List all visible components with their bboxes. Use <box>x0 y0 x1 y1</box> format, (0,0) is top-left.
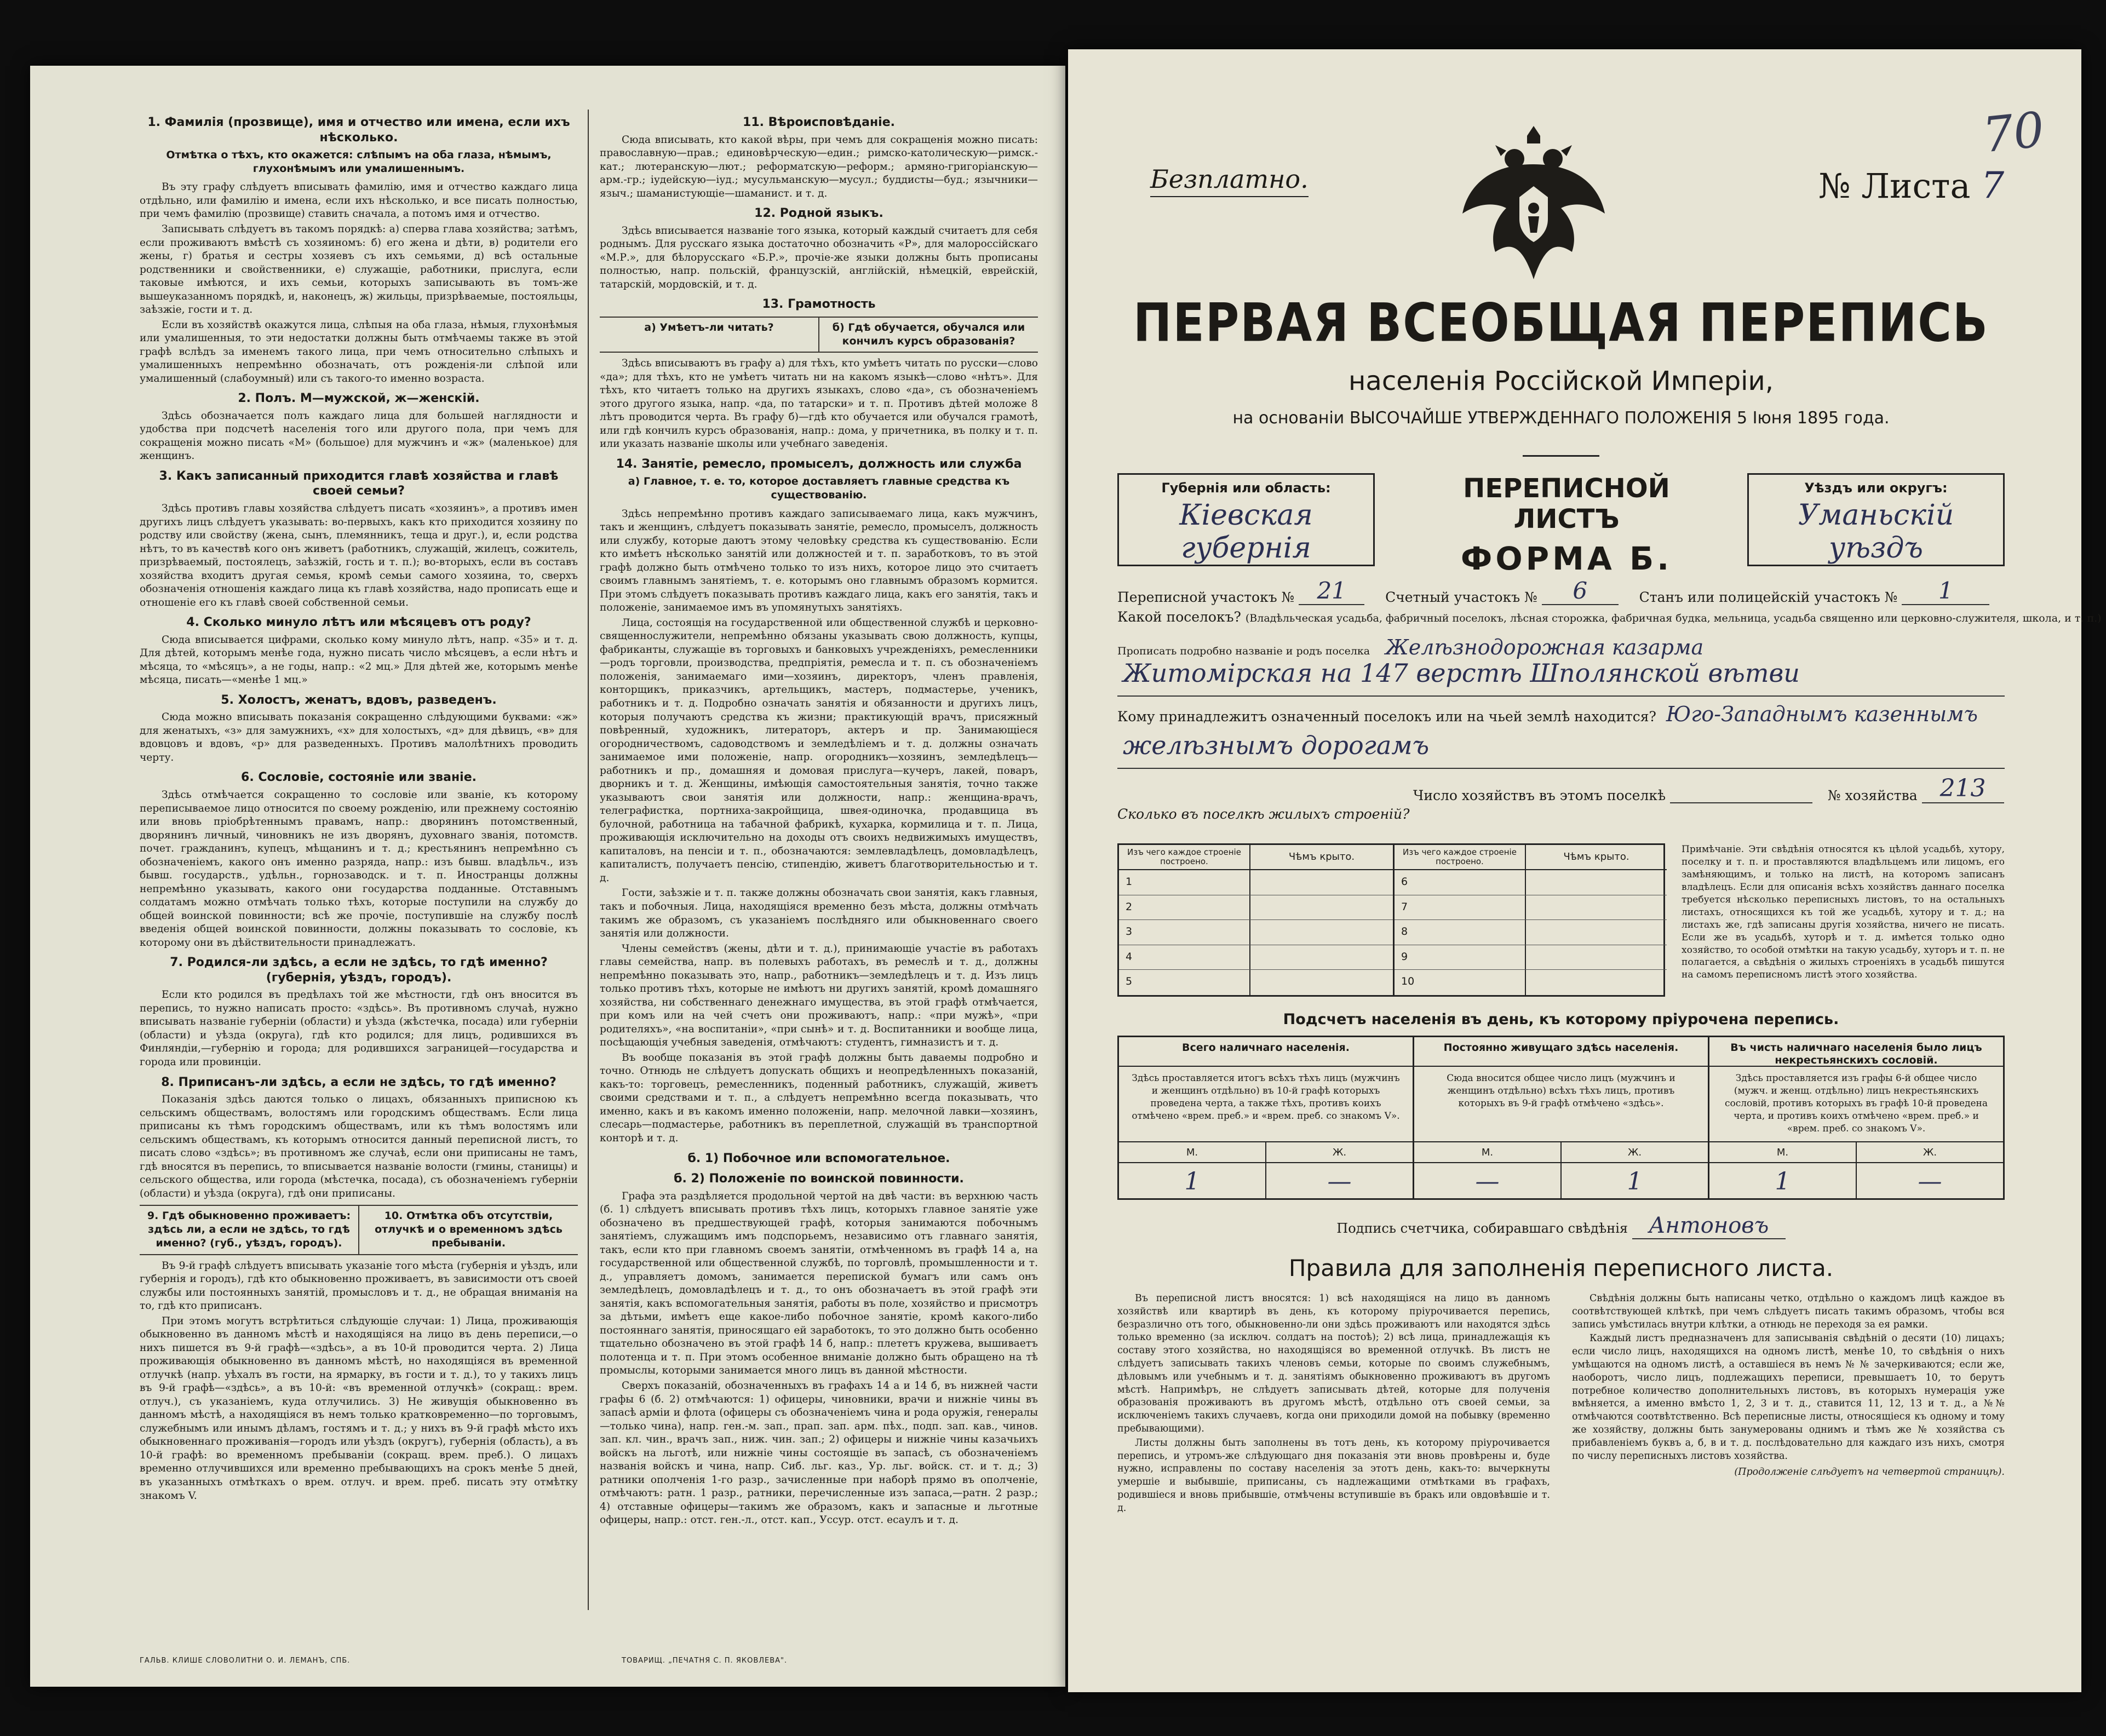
divider <box>1523 455 1599 457</box>
settlement-field[interactable]: Желѣзнодорожная казарма <box>1385 635 1704 659</box>
instruction-paragraph: Здѣсь непремѣнно противъ каждаго записываемаго лица, какъ мужчинъ, такъ и женщинъ, слѣдуетъ показывать занятіе, ремесло, промыселъ, должность или службу, которые даютъ этому человѣку средства къ существованію. Если кто имѣетъ нѣсколько занятій или должностей и т. п. заработковъ, то въ этой графѣ должно быть отмѣчено только то изъ нихъ, которое лицо это считаетъ своимъ главнымъ занятіемъ, т. е. которымъ оно главнымъ образомъ кормится. При этомъ слѣдуетъ показывать противъ каждаго лица, какъ его занятія, такъ и положеніе, занимаемое имъ въ упомянутыхъ занятіяхъ. <box>600 508 1038 614</box>
female-header: Ж. <box>1265 1142 1413 1162</box>
rules-column-right <box>1572 1292 2005 1516</box>
sex-header-row <box>1414 1142 1708 1163</box>
building-roof-cell[interactable] <box>1250 895 1393 920</box>
instruction-paragraph: При этомъ могутъ встрѣтиться слѣдующіе случаи: 1) Лица, проживающія обыкновенно въ данномъ мѣстѣ и находящіяся на лицо въ день переписи,—о нихъ пишется въ 9-й графѣ—«здѣсь», а въ 10-й проводится черта. 2) Лица проживающія обыкновенно въ данномъ мѣстѣ, но находящіяся въ временной отлучкѣ (напр. уѣхалъ въ гости, на ярмарку, въ гости и т. д.), то у такихъ лицъ въ 9-й графѣ—«здѣсь», а въ 10-й: «въ временной отлучкѣ» (сокращ.: врем. отлуч.), съ указаніемъ, куда отлучились. 3) Не живущія обыкновенно въ данномъ мѣстѣ, а находящіяся въ немъ только кратковременно—по торговымъ, служебнымъ или инымъ дѣламъ, гостямъ и т. д.; у нихъ въ 9-й графѣ мѣсто ихъ обыкновеннаго проживанія—городъ или уѣздъ (округъ), губернія (область), а въ 10-й графѣ: во временномъ пребываніи (сокращ. врем. преб.). О лицахъ временно отлучившихся или временно пребывающихъ на срокъ менѣе 5 дней, въ указанныхъ отмѣткахъ о врем. отлуч. и врем. преб. писать эту отмѣтку знакомъ V. <box>140 1315 578 1502</box>
building-roof-cell[interactable] <box>1250 945 1393 970</box>
building-row-number: 7 <box>1401 900 1408 913</box>
province-box <box>1117 473 1375 566</box>
instruction-paragraph: Въ эту графу слѣдуетъ вписывать фамилію, имя и отчество каждаго лица отдѣльно, или фамилію и имена, если ихъ нѣсколько, и все писать полностью, при чемъ фамилію (прозвище) ставить сначала, а потомъ имя и отчество. <box>140 181 578 220</box>
buildings-note: Примѣчаніе. Эти свѣдѣнія относятся къ цѣлой усадьбѣ, хутору, поселку и т. п. и проставляются владѣльцемъ или лицомъ, его замѣняющимъ, и только на листѣ, на которомъ записанъ владѣлецъ. Если для описанія всѣхъ хозяйствъ даннаго поселка требуется нѣсколько переписныхъ листовъ, то на остальныхъ листахъ, относящихся къ той же усадьбѣ, хутору и т. д.; на листахъ же, гдѣ записаны другія хозяйства, ничего не писать. Если же въ усадьбѣ, хуторѣ и т. д. имѣется только одно хозяйство, то особой отмѣтки на такую усадьбу, хуторъ и т. п. не полагается, а свѣдѣнія о жилыхъ строеніяхъ в усадьбѣ пишутся на самомъ переписномъ листѣ этого хозяйства. <box>1682 844 2005 981</box>
instruction-paragraph: Записывать слѣдуетъ въ такомъ порядкѣ: а) сперва глава хозяйства; затѣмъ, если проживаютъ вмѣстѣ съ хозяиномъ: б) его жена и дѣти, в) родители его жены, г) братья и сестры хозяевъ съ ихъ семьями, д) всѣ остальные родственники и свойственники, е) служащіе, работники, прислуга, если таковые имѣются, и ихъ семьи, которыхъ записывають въ томъ-же вышеуказанномъ порядкѣ, и, наконецъ, ж) жильцы, призрѣваемые, постояльцы, заѣзжіе, гости и т. д. <box>140 223 578 316</box>
sex-header-row <box>1709 1142 2003 1163</box>
form-legal-basis: на основаніи ВЫСОЧАЙШЕ УТВЕРЖДЕННАГО ПОЛОЖЕНІЯ 5 Іюня 1895 года. <box>1232 409 1890 428</box>
instruction-paragraph: Здѣсь обозначается полъ каждаго лица для большей наглядности и удобства при подсчетѣ населенія того или другого пола, при чемъ для сокращенія можно писать «М» (большое) для мужчинъ и «ж» (маленькое) для женщинъ. <box>140 410 578 462</box>
building-roof-cell[interactable] <box>1250 920 1393 945</box>
instruction-paragraph: Здѣсь противъ главы хозяйства слѣдуетъ писать «хозяинъ», а противъ имен другихъ лицъ слѣдуетъ указывать: во-первыхъ, какъ кто приходится хозяину по родству или свойству (жена, сынъ, племянникъ, теща и друг.), и, если родства нѣтъ, то въ качествѣ кого онъ живетъ (работникъ, служащій, жилецъ, сожитель, призрѣваемый, постоялецъ, заѣзжій, гость и т. п.); во-вторыхъ, если въ составъ хозяйства входитъ другая семья, кромѣ семьи самого хозяина, то, сверхъ обозначенія отношенія каждаго лица къ главѣ хозяйства, надо прописать еще и отношеніе его къ главѣ своей собственной семьи. <box>140 502 578 608</box>
sheet-number <box>1818 164 2004 206</box>
buildings-section <box>1117 843 2005 997</box>
free-of-charge-label: Безплатно. <box>1150 164 1309 194</box>
buildings-table-header <box>1395 845 1667 870</box>
building-row-number: 8 <box>1401 926 1408 938</box>
heading-13b: б) Гдѣ обучается, обучался или кончилъ курсъ образованія? <box>818 318 1038 352</box>
printer-imprint-right: ТОВАРИЩ. „ПЕЧАТНЯ С. П. ЯКОВЛЕВА". <box>622 1657 788 1665</box>
count-column-description: Здѣсь проставляется итогъ всѣхъ тѣхъ лицъ (мужчинъ и женщинъ отдѣльно) въ 10-й графѣ которыхъ проведена черта, а также тѣхъ, противъ коихъ отмѣчено «врем. преб.» и «врем. преб. со знакомъ V». <box>1119 1067 1413 1142</box>
households-count-field[interactable] <box>1670 802 1812 803</box>
instruction-paragraph: Въ 9-й графѣ слѣдуетъ вписывать указаніе того мѣста (губернія и уѣздъ, или губернія и городъ), гдѣ кто обыкновенно проживаетъ, въ зависимости отъ своей службы или постоянныхъ занятій, промысловъ и т. д., не обращая вниманія на то, гдѣ кто приписанъ. <box>140 1260 578 1312</box>
households-count-label: Число хозяйствъ въ этомъ поселкѣ <box>1413 787 1666 803</box>
count-column-description: Сюда вносится общее число лицъ (мужчинъ и женщинъ отдѣльно) всѣхъ тѣхъ лицъ, противъ которыхъ въ 9-й графѣ отмѣчено «здѣсь». <box>1414 1067 1708 1142</box>
instructions-columns <box>140 110 1038 1621</box>
population-count-column <box>1708 1037 2003 1198</box>
section-heading: 14. Занятіе, ремесло, промыселъ, должность или служба <box>616 457 1022 471</box>
form-subtitle: населенія Россійской Имперіи, <box>1348 366 1774 396</box>
roof-column-header: Чѣмъ крыто. <box>1563 850 1629 863</box>
section-subheading: Отмѣтка о тѣхъ, кто окажется: слѣпымъ на оба глаза, нѣмымъ, глухонѣмымъ или умалишеннымъ. <box>166 149 552 175</box>
rules-section <box>1117 1292 2005 1516</box>
male-header: М. <box>1186 1147 1198 1158</box>
right-page <box>1068 49 2102 1692</box>
population-count-title: Подсчетъ населенія въ день, къ которому пріурочена перепись. <box>1283 1011 1839 1028</box>
male-header: М. <box>1481 1147 1494 1158</box>
building-row-number: 6 <box>1401 876 1408 888</box>
rule-paragraph: Каждый листъ предназначенъ для записыванія свѣдѣній о десяти (10) лицахъ; если число лицъ, находящихся на одномъ листѣ, менѣе 10, то свѣдѣнія о нихъ умѣщаются на одномъ листѣ, а оставшіеся въ немъ № № зачеркиваются; если же, наоборотъ, число лицъ, подлежащихъ переписи, превышаетъ 10, то берутъ потребное количество дополнительныхъ листовъ, въ которыхъ нумерація уже вмѣняется, а именно вмѣсто 1, 2, 3 и т. д., ставится 11, 12, 13 и т. д., а №№ отмѣчаются соотвѣтственно. Всѣ переписные листы, относящіеся къ одному и тому же хозяйству, должны быть занумерованы однимъ и тѣмъ же № хозяйства съ прибавленіемъ буквъ а, б, в и т. д. послѣдовательно для каждаго изъ нихъ, смотря по числу переписныхъ листовъ хозяйства. <box>1572 1333 2005 1462</box>
female-header: Ж. <box>1856 1142 2003 1162</box>
female-count-field[interactable]: — <box>1856 1163 2003 1198</box>
building-material-cell[interactable] <box>1416 920 1526 945</box>
building-row <box>1395 920 1667 945</box>
building-row-number: 4 <box>1126 950 1133 963</box>
rule-paragraph: Свѣдѣнія должны быть написаны четко, отдѣльно о каждомъ лицѣ каждое въ соотвѣтствующей клѣткѣ, при чемъ слѣдуетъ писать такимъ образомъ, чтобы вся запись умѣстилась внутри клѣтки, а отнюдь не переходя за ея рамки. <box>1572 1293 2005 1330</box>
census-district-field[interactable]: 21 <box>1299 577 1364 605</box>
owner-field-continued[interactable]: желѣзнымъ дорогамъ <box>1117 731 2005 769</box>
building-material-cell[interactable] <box>1416 970 1526 995</box>
instruction-paragraph: Лица, состоящія на государственной или общественной службѣ и церковно-священнослужители, непремѣнно обязаны указывать свою должность, купцы, фабриканты, служащіе въ торговыхъ и банковыхъ учрежденіяхъ, ремесленники—родъ торговли, производства, предпріятія, ремесла и т. п. съ обозначеніемъ положенія, занимаемаго ими—хозяинъ, директоръ, членъ правленія, конторщикъ, приказчикъ, артельщикъ, мастеръ, подмастерье, ученикъ, работникъ и т. д. Подробно означать занятія и обязанности и другихъ лицъ, которыя получаютъ средства къ жизни; практикующій врачъ, присяжный повѣренный, художникъ, литераторъ, актеръ и пр. Занимающіеся огородничествомъ, садоводствомъ и земледѣліемъ и т. д. должны означать занимаемое ими положеніе, напр. огородникъ—хозяинъ, земледѣлецъ—работникъ и пр., домашняя и домовая прислуга—кучеръ, лакей, поваръ, дворникъ и т. д. Женщины, имѣющія самостоятельныя занятія, точно также указываютъ свои занятія или должности, напр.: женщина-врачъ, телеграфистка, портниха-закройщица, швея-одиночка, продавщица въ булочной, работница на табачной фабрикѣ, кухарка, кормилица и т. п. Лица, проживающія исключительно на доходы отъ своихъ недвижимыхъ имуществъ, капиталовъ, на пенсіи и т. п., обозначаются: землевладѣлецъ, домовладѣлецъ, капиталистъ, получаетъ пенсію, стипендію, живетъ благотворительностью и т. д. <box>600 617 1038 884</box>
instruction-paragraph: Здѣсь вписываютъ въ графу а) для тѣхъ, кто умѣетъ читать по русски—слово «да»; для тѣхъ, кто не умѣетъ читать ни на какомъ языкѣ—слово «нѣтъ». Для тѣхъ, кто читаетъ только на другихъ языкахъ, слово «да», съ обозначеніемъ этого другого языка, напр. «да, по татарски» и т. п. Противъ дѣтей моложе 8 лѣтъ проводится черта. Въ графу б)—гдѣ кто обучается или обучался грамотѣ, или гдѣ кончилъ курсъ образованія, напр.: дома, у причетника, въ полку и т. п. или указать названіе школы или учебнаго заведенія. <box>600 357 1038 450</box>
sheet-number-value[interactable]: 7 <box>1981 164 2005 206</box>
instruction-paragraph: Если кто родился въ предѣлахъ той же мѣстности, гдѣ онъ вносится въ перепись, то нужно написать просто: «здѣсь». Въ противномъ случаѣ, нужно вписывать названіе губерніи (области) и уѣзда (жѣстечка, посада) или губерніи (области) и уѣзда (округа), гдѣ кто родился; для лицъ, родившихся въ Финляндіи,—губернію и города; для родившихся заграницей—государства и города или провинціи. <box>140 989 578 1068</box>
printer-imprint-left: ГАЛЬВ. КЛИШЕ СЛОВОЛИТНИ О. И. ЛЕМАНЪ, СПБ. <box>140 1657 351 1665</box>
count-column-description: Здѣсь проставляется изъ графы 6-й общее число (мужч. и женщ. отдѣльно) лицъ некрестьянскихъ сословій, противъ которыхъ въ графѣ 10-й проведена черта, и противъ коихъ отмѣчено «врем. преб.» и «врем. преб. со знакомъ V». <box>1709 1067 2003 1142</box>
section-heading: 12. Родной языкъ. <box>754 206 883 221</box>
section-heading: 6. Сословіе, состояніе или званіе. <box>241 771 477 785</box>
building-roof-cell[interactable] <box>1526 920 1667 945</box>
instruction-paragraph: Сюда вписывать, кто какой вѣры, при чемъ для сокращенія можно писать: православную—прав.; единовѣрческую—един.; римско-католическую—римск.-кат.; лютеранскую—лют.; реформатскую—реформ.; армяно-григоріанскую—арм.-гр.; іудейскую—іуд.; мусульманскую—мусул.; буддисты—буд.; язычники—языч.; шаманистующіе—шаманист. и т. д. <box>600 134 1038 199</box>
form-type-line-2: ФОРМА Б. <box>1460 540 1673 577</box>
building-row <box>1395 970 1667 995</box>
building-material-cell[interactable] <box>1416 895 1526 920</box>
count-value-row <box>1119 1163 1413 1198</box>
province-label: Губернія или область: <box>1161 480 1331 496</box>
female-count-field[interactable]: 1 <box>1560 1163 1708 1198</box>
count-value-row <box>1709 1163 2003 1198</box>
buildings-table-left <box>1119 845 1393 995</box>
male-count-field[interactable]: — <box>1475 1168 1500 1195</box>
section-subheading: а) Главное, т. е. то, которое доставляетъ главные средства къ существованію. <box>628 475 1010 501</box>
count-column-header: Всего наличнаго населенія. <box>1119 1037 1413 1067</box>
census-district-label: Переписной участокъ № <box>1117 589 1295 605</box>
rule-paragraph: Листы должны быть заполнены въ тотъ день, къ которому пріурочивается перепись, и утромъ-же слѣдующаго дня показанія эти вновь провѣрены и, буде нужно, исправлены по составу населенія за этотъ день, какъ-то: вычеркнуты умершіе и выбывшіе, приписаны, съ надлежащими отмѣтками въ графахъ, родившіеся и вновь прибывшіе, отмѣчены вступившіе въ бракъ или овдовѣвшіе и т. д. <box>1117 1437 1550 1514</box>
roof-column-header: Чѣмъ крыто. <box>1288 850 1355 863</box>
section-heading: 13. Грамотность <box>762 297 876 312</box>
building-row <box>1119 970 1393 995</box>
male-count-field[interactable]: 1 <box>1775 1168 1791 1195</box>
rules-title: Правила для заполненія переписного листа. <box>1288 1255 1834 1281</box>
instruction-paragraph: Если въ хозяйствѣ окажутся лица, слѣпыя на оба глаза, нѣмыя, глухонѣмыя или умалишенныя, то эти недостатки должны быть отмѣчаемы также въ этой графѣ вслѣдъ за именемъ такого лица, при чемъ относительно слѣпыхъ и умалишенныхъ непремѣнно обозначать, отъ рожденія-ли слѣпой или умалишенный (слабоумный) или съ такого-то именно возраста. <box>140 319 578 384</box>
instruction-paragraph: Сюда можно вписывать показанія сокращенно слѣдующими буквами: «ж» для женатыхъ, «з» для замужнихъ, «х» для холостыхъ, «д» для дѣвицъ, «в» для вдовцовъ и вдовъ, «р» для разведенныхъ. Противъ малолѣтнихъ проводить черту. <box>140 711 578 763</box>
buildings-table-right <box>1393 845 1667 995</box>
instructions-column-2 <box>600 110 1038 1621</box>
buildings-line <box>1117 806 2005 832</box>
household-number-field[interactable]: 213 <box>1922 774 2004 803</box>
rules-column-left <box>1117 1292 1550 1516</box>
settlement-hint: (Владѣльческая усадьба, фабричный поселокъ, лѣсная сторожка, фабричная будка, мельница, усадьба священно или церковно-служителя, школа, и т. п.) <box>1245 612 2102 624</box>
district-numbers-line <box>1117 577 2005 603</box>
section-heading: 5. Холостъ, женатъ, вдовъ, разведенъ. <box>221 693 497 707</box>
building-row-number: 9 <box>1401 950 1408 963</box>
building-row-number: 5 <box>1126 975 1133 987</box>
section-heading: 1. Фамилія (прозвище), имя и отчество или имена, если ихъ нѣсколько. <box>147 116 570 145</box>
instruction-paragraph: Здѣсь отмѣчается сокращенно то сословіе или званіе, къ которому переписываемое лицо относится по своему рожденію, или прежнему состоянію или вновь пріобрѣтеннымъ правамъ, напр.: дворянинъ потомственный, дворянинъ личный, чиновникъ не изъ дворянъ, духовнаго званія, потомств. почет. гражданинъ, купецъ, мѣщанинъ и т. д.; крестьянинъ непремѣнно съ обозначеніемъ, какого онъ именно разряда, напр.: изъ бывш. владѣльч., изъ бывш. государств., удѣльн., горнозаводск. и т. п. Иностранцы должны непремѣнно указывать, какого они государства подданные. Отставнымъ солдатамъ можно отмѣчать только тѣхъ, которые поступили на службу до общей воинской повинности; всѣ же прочіе, поступившіе на службу послѣ введенія общей воинской повинности, должны показывать то сословіе, къ которому они въ дѣйствительности принадлежатъ. <box>140 789 578 949</box>
police-district-label: Станъ или полицейскій участокъ № <box>1639 589 1898 605</box>
section-heading: 4. Сколько минуло лѣтъ или мѣсяцевъ отъ роду? <box>186 616 531 630</box>
building-material-cell[interactable] <box>1141 895 1250 920</box>
instruction-paragraph: Сюда вписывается цифрами, сколько кому минуло лѣтъ, напр. «35» и т. д. Для дѣтей, которымъ менѣе года, нужно писать число мѣсяцевъ, а если нѣтъ и мѣсяца, то «мѣсяцъ», а не годы, напр.: «2 мц.» Для дѣтей же, которымъ менѣе мѣсяца, писать—«менѣе 1 мц.» <box>140 634 578 686</box>
heading-item-9: 9. Гдѣ обыкновенно проживаетъ: здѣсь ли, а если не здѣсь, то гдѣ именно? (губ., уѣздъ, городъ). <box>147 1210 351 1250</box>
material-column-header: Изъ чего каждое строеніе построено. <box>1395 845 1526 869</box>
building-row-number: 10 <box>1401 975 1415 987</box>
signature-field[interactable]: Антоновъ <box>1632 1213 1786 1239</box>
split-heading-13 <box>600 317 1038 353</box>
form-header <box>1117 82 2047 246</box>
count-value-row <box>1414 1163 1708 1198</box>
female-count-field[interactable]: — <box>1265 1163 1413 1198</box>
building-row <box>1395 945 1667 970</box>
building-material-cell[interactable] <box>1141 970 1250 995</box>
building-row <box>1395 895 1667 921</box>
heading-13a: а) Умѣетъ-ли читать? <box>644 321 774 334</box>
section-heading: б. 2) Положеніе по воинской повинности. <box>674 1172 964 1186</box>
left-page <box>30 66 1065 1687</box>
enumerator-signature-line <box>1117 1213 2005 1241</box>
settlement-field-continued[interactable]: Житомiрская на 147 верстѣ Шполянской вѣтви <box>1117 658 2005 697</box>
section-heading: 8. Приписанъ-ли здѣсь, а если не здѣсь, то гдѣ именно? <box>161 1075 556 1089</box>
building-row <box>1119 870 1393 895</box>
instruction-paragraph: Показанія здѣсь даются только о лицахъ, обязанныхъ приписною къ сельскимъ обществамъ, волостямъ или городскимъ обществамъ. Если лица приписаны къ тѣмъ городскимъ обществамъ, или къ тѣмъ волостямъ или сельскимъ обществамъ, къ которымъ относится данный переписной листъ, то писать слово «здѣсь»; въ противномъ же случаѣ, если они приписаны не тамъ, гдѣ вносятся въ перепись, то вписывается названіе волости (гмины, станицы) и сельского общества, или города (мѣстечка, посада), съ обозначеніемъ губерніи (области) и уѣзда (округа), гдѣ они приписаны. <box>140 1094 578 1199</box>
building-material-cell[interactable] <box>1416 870 1526 895</box>
count-column-header: Въ чисть наличнаго населенія было лицъ некрестьянскихъ сословій. <box>1709 1037 2003 1067</box>
continuation-note: (Продолженіе слѣдуетъ на четвертой страницѣ). <box>1734 1467 2005 1478</box>
settlement-hint-2: Прописать подробно названіе и родъ поселка <box>1117 645 1370 657</box>
instruction-paragraph: Сверхъ показаній, обозначенныхъ въ графахъ 14 а и 14 б, въ нижней части графы 6 (б. 2) отмѣчаются: 1) офицеры, чиновники, врачи и нижніе чины въ запасѣ арміи и флота (офицеры съ обозначеніемъ чина и рода оружія, генералы—только чина), напр. ген.-м. зап., прап. зап. арм. пѣх., подп. зап. кав., чинов. зап. кл. чин., врачъ зап., ниж. чин. зап.; 2) офицеры и нижніе чины казачьихъ войскъ на льготѣ, или нижніе чины состоящіе въ запасѣ, съ обозначеніемъ названія войскъ и чина, напр. Сиб. льг. каз., Ур. льг. войск. ст. и т. д.; 3) ратники ополченія 1-го разр., зачисленные при наборѣ прямо въ ополченіе, отмѣчаютъ: ратн. 1 разр., ратники, перечисленные изъ запаса,—ратн. 2 разр.; 4) отставные офицеры—такимъ же образомъ, какъ и запасные и льготные офицеры, напр.: отст. ген.-л., отст. кап., Уссур. отст. есаулъ и т. д. <box>600 1379 1038 1526</box>
section-heading: 7. Родился-ли здѣсь, а если не здѣсь, то гдѣ именно? (губернія, уѣздъ, городъ). <box>170 956 548 985</box>
signature-label: Подпись счетчика, собиравшаго свѣдѣнія <box>1336 1221 1628 1236</box>
form-type-line-1: ПЕРЕПИСНОЙ ЛИСТЪ <box>1463 473 1670 534</box>
owner-line <box>1117 702 2005 728</box>
male-count-field[interactable]: 1 <box>1184 1168 1200 1195</box>
owner-label: Кому принадлежитъ означенный поселокъ или на чьей землѣ находится? <box>1117 709 1656 725</box>
building-roof-cell[interactable] <box>1250 970 1393 995</box>
province-field[interactable]: Кiевская губернiя <box>1179 499 1313 565</box>
building-material-cell[interactable] <box>1141 945 1250 970</box>
instruction-paragraph: Члены семействъ (жены, дѣти и т. д.), принимающіе участіе въ работахъ главы семейства, напр. въ полевыхъ работахъ, въ ремеслѣ и т. д., должны непремѣнно показывать это, напр., работникъ—земледѣлецъ и т. д. Изъ лицъ только противъ тѣхъ, которые не имѣютъ ни другихъ занятій, кромѣ домашняго хозяйства, ни собственнаго денежнаго имущества, въ этой графѣ отмѣчается, при комъ или на чей счетъ они проживаютъ, напр.: «при мужѣ», «при родителяхъ», «на воспитаніи», «при сынѣ» и т. д. Воспитанники и вообще лица, посѣщающія учебныя заведенія, отмѣчаютъ: студентъ, гимназистъ и т. д. <box>600 942 1038 1049</box>
building-row <box>1119 920 1393 945</box>
owner-field[interactable]: Юго-Западнымъ казеннымъ <box>1666 702 1978 726</box>
rule-paragraph: Въ переписной листъ вносятся: 1) всѣ находящіяся на лицо въ данномъ хозяйствѣ или квартирѣ въ день, къ которому пріурочивается перепись, безразлично отъ того, обыкновенно-ли они здѣсь проживаютъ или находятся здѣсь только временно (за исключ. солдатъ на постоѣ); 2) всѣ лица, принадлежащія къ составу этого хозяйства, но находящіяся во временной отлучкѣ. Въ листъ не слѣдуетъ записывать такихъ членовъ семьи, которые по своимъ служебнымъ, дѣловымъ или учебнымъ и т. д. занятіямъ обыкновенно проживаютъ въ другомъ мѣстѣ. Напримѣръ, не слѣдуетъ записывать дѣтей, которые для полученія образованія проживаютъ въ другомъ мѣстѣ, отдѣльно отъ своей семьи, за исключеніемъ такихъ случаевъ, когда они приходили домой на побывку (временно пребывающими). <box>1117 1293 1550 1434</box>
buildings-table-header <box>1119 845 1393 870</box>
form-main-title: ПЕРВАЯ ВСЕОБЩАЯ ПЕРЕПИСЬ <box>1133 291 1989 354</box>
heading-item-10: 10. Отмѣтка объ отсутствіи, отлучкѣ и о временномъ здѣсь пребываніи. <box>358 1206 578 1254</box>
double-headed-eagle-icon <box>1457 120 1610 285</box>
building-roof-cell[interactable] <box>1250 870 1393 895</box>
male-header: М. <box>1776 1147 1789 1158</box>
uezd-label: Уѣздъ или округъ: <box>1804 480 1948 496</box>
section-heading: 11. Вѣроисповѣданіе. <box>743 116 895 129</box>
settlement-type-line <box>1117 609 2102 635</box>
uezd-field[interactable]: Уманьскiй уѣздъ <box>1798 499 1954 565</box>
building-row <box>1395 870 1667 895</box>
building-roof-cell[interactable] <box>1526 945 1667 970</box>
building-row <box>1119 895 1393 921</box>
settlement-hint-line <box>1117 635 2005 659</box>
section-heading: б. 1) Побочное или вспомогательное. <box>687 1151 950 1165</box>
household-number-label: № хозяйства <box>1827 787 1918 803</box>
building-material-cell[interactable] <box>1141 870 1250 895</box>
instructions-column-1 <box>140 110 578 1621</box>
counting-district-label: Счетный участокъ № <box>1385 589 1537 605</box>
uezd-box <box>1747 473 2005 566</box>
instruction-paragraph: Гости, заѣзжіе и т. п. также должны обозначать свои занятія, какъ главныя, такъ и побочныя. Лица, находящіяся временно безъ мѣста, должны отмѣчать такимъ же образомъ, съ указаніемъ послѣдняго или обыкновеннаго своего занятія или должности. <box>600 887 1038 940</box>
counting-district-field[interactable]: 6 <box>1542 577 1619 605</box>
population-count-table <box>1117 1036 2005 1200</box>
buildings-table <box>1117 843 1665 997</box>
instruction-paragraph: Здѣсь вписывается названіе того языка, который каждый считаетъ для себя роднымъ. Для русскаго языка достаточно обозначить «Р», для малороссійскаго «М.Р.», для бѣлорусскаго «Б.Р.», прочіе-же языки должны быть прописаны полностью, напр. польскій, французскій, англійскій, нѣмецкій, еврейскій, татарскій, мордовскій, и т. д. <box>600 225 1038 290</box>
building-row <box>1119 945 1393 970</box>
instruction-paragraph: Графа эта раздѣляется продольной чертой на двѣ части: въ верхнюю часть (б. 1) слѣдуетъ вписывать противъ тѣхъ лицъ, которыхъ главное занятіе уже обозначено въ предшествующей графѣ, которыя занимаются побочнымъ занятіемъ, служащимъ имъ подспорьемъ, независимо отъ главнаго занятія, такъ, если кто при главномъ своемъ занятіи, отмѣченномъ въ графѣ 14 а, на государственной или общественной службѣ, по торговлѣ, промышленности и т. д., управляетъ домомъ, занимается перепиской бумагъ или самъ онъ земледѣлецъ, домовладѣлецъ и т. д., то онъ обозначаетъ въ этой графѣ эти занятія, какъ вспомогательныя занятія, работы въ поле, хозяйство и присмотръ за дѣтьми, имѣетъ еще какое-либо побочное занятіе, кромѣ какого-либо постояннаго занятія, приносящаго ей заработокъ, то это должно быть особенно тщательно обозначено въ этой графѣ 14 б, напр.: плететъ кружева, вышиваетъ полотенца и т. п. При этомъ особенное вниманіе должно быть обращено на тѣ промыслы, которыми занимается много лицъ въ данной мѣстности. <box>600 1190 1038 1377</box>
building-row-number: 2 <box>1126 900 1133 913</box>
split-heading-9-10 <box>140 1205 578 1255</box>
building-roof-cell[interactable] <box>1526 870 1667 895</box>
settlement-label: Какой поселокъ? <box>1117 609 1241 625</box>
form-type-title <box>1424 473 1709 577</box>
count-column-header: Постоянно живущаго здѣсь населенія. <box>1414 1037 1708 1067</box>
building-material-cell[interactable] <box>1416 945 1526 970</box>
police-district-field[interactable]: 1 <box>1902 577 1989 605</box>
instruction-paragraph: Въ вообще показанія въ этой графѣ должны быть даваемы подробно и точно. Отнюдь не слѣдуетъ допускать общихъ и неопредѣленныхъ показаній, какъ-то: торговецъ, ремесленникъ, поденный работникъ, служащій, живетъ своими средствами и т. п., а слѣдуетъ непремѣнно всегда показывать, что именно, какъ и въ какомъ именно положеніи, напр. мелочной лавки—хозяинъ, слесарь—подмастерье, работникъ въ переплетной, служащій въ транспортной конторѣ и т. д. <box>600 1051 1038 1144</box>
material-column-header: Изъ чего каждое строеніе построено. <box>1119 845 1250 869</box>
building-row-number: 3 <box>1126 926 1133 938</box>
building-material-cell[interactable] <box>1141 920 1250 945</box>
building-row-number: 1 <box>1126 876 1133 888</box>
column-divider <box>588 110 589 1610</box>
buildings-label: Сколько въ поселкѣ жилыхъ строеній? <box>1117 806 1410 822</box>
population-count-column <box>1119 1037 1413 1198</box>
female-header: Ж. <box>1560 1142 1708 1162</box>
population-count-column <box>1413 1037 1708 1198</box>
section-heading: 3. Какъ записанный приходится главѣ хозяйства и главѣ своей семьи? <box>159 469 559 498</box>
building-roof-cell[interactable] <box>1526 970 1667 995</box>
region-header-row <box>1117 473 2005 577</box>
sheet-number-label: № Листа <box>1818 166 1971 206</box>
households-line <box>1117 774 2005 801</box>
section-heading: 2. Полъ. М—мужской, ж—женскій. <box>238 392 480 406</box>
sex-header-row <box>1119 1142 1413 1163</box>
archive-page-number: 70 <box>1979 101 2047 164</box>
building-roof-cell[interactable] <box>1526 895 1667 920</box>
